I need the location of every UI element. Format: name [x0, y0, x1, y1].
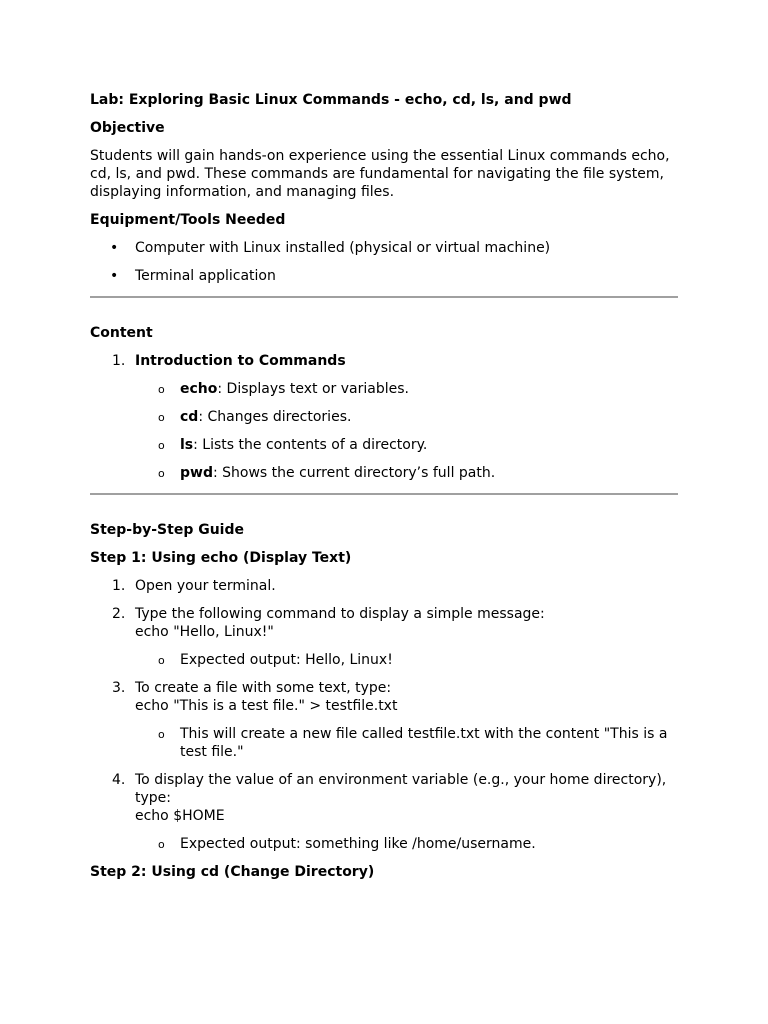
intro-commands-title: Introduction to Commands	[135, 353, 346, 369]
command-name: echo	[180, 381, 218, 397]
step-sub-text: Expected output: something like /home/username.	[180, 836, 536, 852]
step-command: echo $HOME	[135, 808, 225, 824]
equipment-heading: Equipment/Tools Needed	[90, 212, 286, 228]
equipment-item: Terminal application	[135, 268, 276, 284]
step2-heading: Step 2: Using cd (Change Directory)	[90, 864, 375, 880]
objective-heading: Objective	[90, 120, 165, 136]
list-item	[90, 771, 678, 853]
step-sub-list	[135, 651, 678, 669]
list-item	[135, 408, 678, 426]
horizontal-rule	[90, 296, 678, 298]
number-marker: 1.	[112, 353, 126, 369]
objective-text: Students will gain hands-on experience using the essential Linux commands echo, cd, ls, and pwd. These commands are fundamental for navigating the file system, displaying information, and managing files.	[90, 148, 670, 200]
command-name: ls	[180, 437, 194, 453]
number-marker: 3.	[112, 680, 126, 696]
sub-bullet-marker: o	[158, 467, 165, 480]
step-text: To create a file with some text, type:	[135, 680, 392, 696]
list-item	[135, 464, 678, 482]
step-sub-text: This will create a new file called testfile.txt with the content "This is a test file."	[180, 726, 668, 760]
command-desc: : Displays text or variables.	[217, 381, 409, 397]
horizontal-rule	[90, 493, 678, 495]
sub-bullet-marker: o	[158, 411, 165, 424]
list-item	[90, 577, 678, 595]
list-item	[90, 352, 678, 482]
sub-bullet-marker: o	[158, 838, 165, 851]
step-text: Type the following command to display a simple message:	[135, 606, 545, 622]
content-heading: Content	[90, 325, 153, 341]
list-item	[135, 380, 678, 398]
sub-bullet-marker: o	[158, 439, 165, 452]
sub-bullet-marker: o	[158, 728, 165, 741]
step-sub-list	[135, 725, 678, 761]
content-list	[90, 352, 678, 482]
bullet-marker: •	[110, 268, 119, 284]
step-sub-list	[135, 835, 678, 853]
list-item	[135, 651, 678, 669]
list-item	[90, 239, 678, 257]
equipment-item: Computer with Linux installed (physical or virtual machine)	[135, 240, 551, 256]
lab-title: Lab: Exploring Basic Linux Commands - echo, cd, ls, and pwd	[90, 92, 572, 108]
list-item	[135, 725, 678, 761]
list-item	[135, 436, 678, 454]
commands-list	[135, 380, 678, 482]
command-desc: : Shows the current directory’s full path.	[212, 465, 496, 481]
sub-bullet-marker: o	[158, 383, 165, 396]
guide-heading: Step-by-Step Guide	[90, 522, 244, 538]
command-desc: : Changes directories.	[198, 409, 352, 425]
step-text: Open your terminal.	[135, 578, 276, 594]
step-text: To display the value of an environment variable (e.g., your home directory), type:	[135, 772, 667, 806]
list-item	[90, 605, 678, 669]
step-command: echo "This is a test file." > testfile.txt	[135, 698, 398, 714]
command-name: pwd	[180, 465, 213, 481]
list-item	[90, 679, 678, 761]
number-marker: 2.	[112, 606, 126, 622]
bullet-marker: •	[110, 240, 119, 256]
equipment-list	[90, 239, 678, 285]
command-name: cd	[180, 409, 199, 425]
step1-heading: Step 1: Using echo (Display Text)	[90, 550, 352, 566]
document-body	[90, 91, 678, 891]
step-sub-text: Expected output: Hello, Linux!	[180, 652, 393, 668]
list-item	[135, 835, 678, 853]
sub-bullet-marker: o	[158, 654, 165, 667]
step1-list	[90, 577, 678, 853]
number-marker: 4.	[112, 772, 126, 788]
list-item	[90, 267, 678, 285]
number-marker: 1.	[112, 578, 126, 594]
command-desc: : Lists the contents of a directory.	[193, 437, 428, 453]
step-command: echo "Hello, Linux!"	[135, 624, 274, 640]
